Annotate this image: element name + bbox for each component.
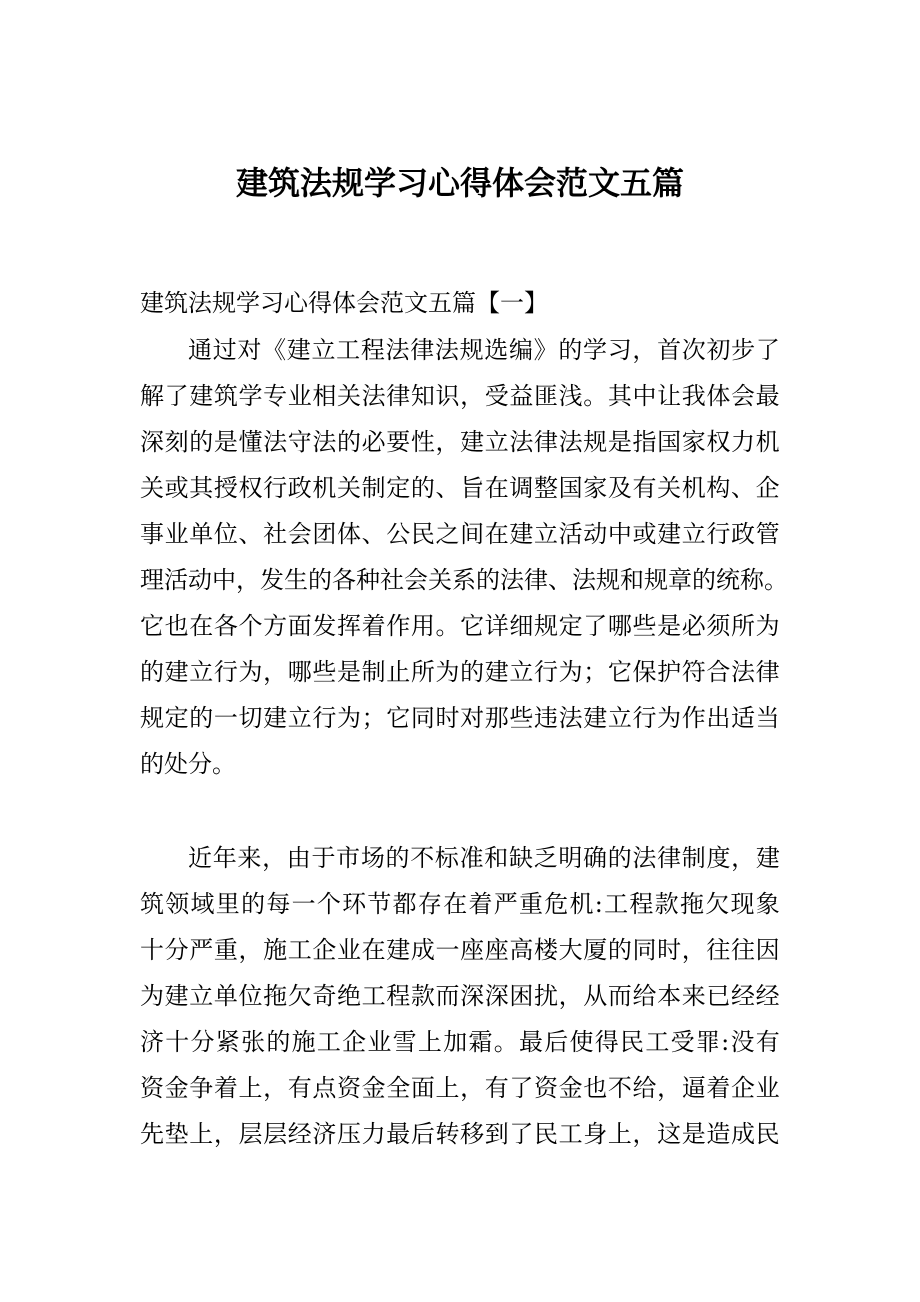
paragraph-2-line: 为 建 立 单 位 拖 欠 奇 绝 工 程 款 而 深 深 困 扰 ， 从 而 给 本 来 已 经 经 bbox=[140, 982, 780, 1010]
paragraph-2-line: 近 年 来 ， 由 于 市 场 的 不 标 准 和 缺 乏 明 确 的 法 律 制 度 ， 建 bbox=[188, 844, 780, 872]
document-title: 建筑法规学习心得体会范文五篇 bbox=[235, 164, 684, 202]
paragraph-1-line: 的处分。 bbox=[140, 750, 236, 778]
paragraph-1-line: 关 或 其 授 权 行 政 机 关 制 定 的 、 旨 在 调 整 国 家 及 有 关 机 构 、 企 bbox=[140, 474, 780, 502]
paragraph-1-line: 解 了 建 筑 学 专 业 相 关 法 律 知 识 ， 受 益 匪 浅 。 其 中 让 我 体 会 最 bbox=[140, 382, 780, 410]
paragraph-2-line: 十 分 严 重 ， 施 工 企 业 在 建 成 一 座 座 高 楼 大 厦 的 同 时 ， 往 往 因 bbox=[140, 936, 780, 964]
paragraph-1-line: 深 刻 的 是 懂 法 守 法 的 必 要 性 ， 建 立 法 律 法 规 是 指 国 家 权 力 机 bbox=[140, 428, 780, 456]
paragraph-2-line: 筑 领 域 里 的 每 一 个 环 节 都 存 在 着 严 重 危 机 : 工 程 款 拖 欠 现 象 bbox=[140, 890, 780, 918]
paragraph-1-line: 事 业 单 位 、 社 会 团 体 、 公 民 之 间 在 建 立 活 动 中 或 建 立 行 政 管 bbox=[140, 520, 780, 548]
paragraph-1-line: 理 活 动 中 ， 发 生 的 各 种 社 会 关 系 的 法 律 、 法 规 和 规 章 的 统 称 。 bbox=[140, 566, 788, 594]
paragraph-1-line: 它 也 在 各 个 方 面 发 挥 着 作 用 。 它 详 细 规 定 了 哪 些 是 必 须 所 为 bbox=[140, 612, 780, 640]
paragraph-1-line: 的 建 立 行 为 ， 哪 些 是 制 止 所 为 的 建 立 行 为 ； 它 保 护 符 合 法 律 bbox=[140, 658, 780, 686]
paragraph-2-line: 资 金 争 着 上 ， 有 点 资 金 全 面 上 ， 有 了 资 金 也 不 给 ， 逼 着 企 业 bbox=[140, 1074, 780, 1102]
paragraph-1-line: 通 过 对 《 建 立 工 程 法 律 法 规 选 编 》 的 学 习 ， 首 次 初 步 了 bbox=[188, 336, 780, 364]
section-heading: 建筑法规学习心得体会范文五篇【一】 bbox=[140, 289, 548, 317]
paragraph-2-line: 济 十 分 紧 张 的 施 工 企 业 雪 上 加 霜 。 最 后 使 得 民 工 受 罪 : 没 有 bbox=[140, 1028, 780, 1056]
paragraph-1-line: 规 定 的 一 切 建 立 行 为 ； 它 同 时 对 那 些 违 法 建 立 行 为 作 出 适 当 bbox=[140, 704, 780, 732]
paragraph-2-line: 先 垫 上 ， 层 层 经 济 压 力 最 后 转 移 到 了 民 工 身 上 ， 这 是 造 成 民 bbox=[140, 1120, 780, 1148]
